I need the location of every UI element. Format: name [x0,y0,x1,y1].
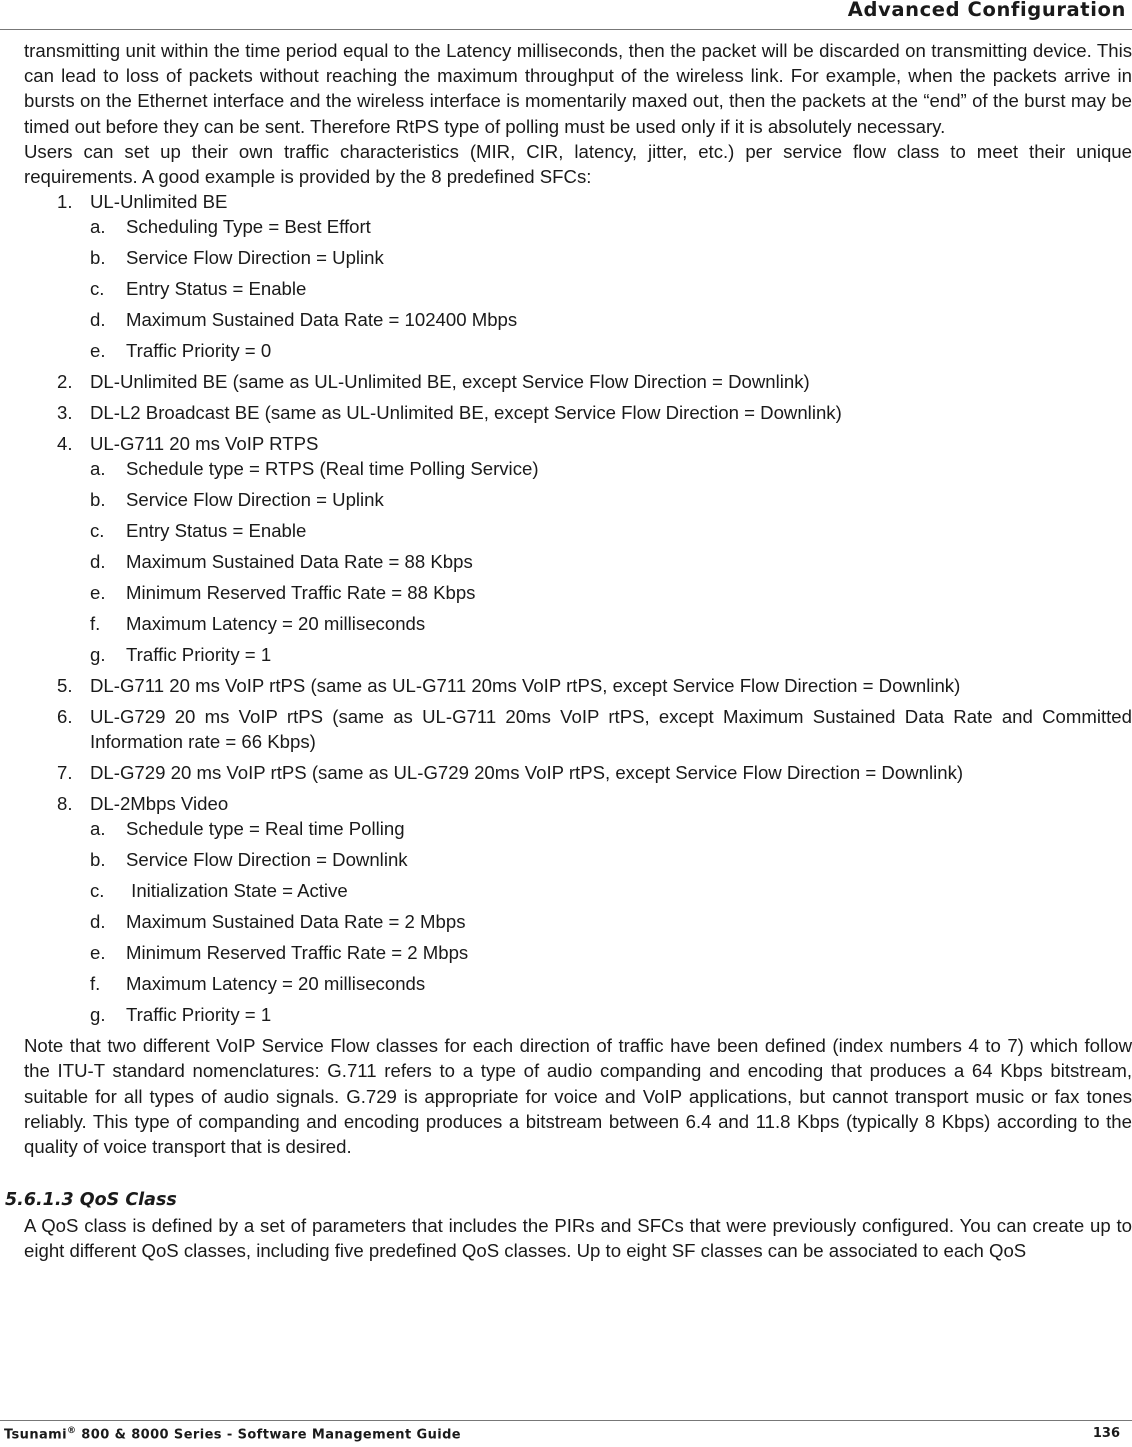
sublist-item [90,611,1132,636]
list-item-number: 4. [57,433,73,455]
sublist-item-letter: c. [90,880,105,902]
sublist-item-text: Maximum Latency = 20 milliseconds [126,613,426,635]
sublist-item-text: Service Flow Direction = Uplink [126,247,384,269]
list-item [24,704,1132,754]
list-item-number: 3. [57,402,73,424]
list-item [24,431,1132,667]
list-item-number: 7. [57,762,73,784]
sublist-item-letter: f. [90,973,101,995]
sublist-item [90,878,1132,903]
sublist-item-text: Traffic Priority = 1 [126,1004,272,1026]
sublist-item [90,909,1132,934]
list-item-number: 2. [57,371,73,393]
sublist [90,214,1132,363]
sublist-item-text: Maximum Sustained Data Rate = 2 Mbps [126,911,466,933]
sublist-item [90,940,1132,965]
list-item [24,673,1132,698]
list-item-text: DL-G729 20 ms VoIP rtPS (same as UL-G729 20ms VoIP rtPS, except Service Flow Direction = Downlink) [90,762,964,784]
page-content [5,38,1132,1264]
footer-product-name: Tsunami [4,1427,67,1443]
sublist-item-text: Traffic Priority = 1 [126,644,272,666]
paragraph-voip-note: Note that two different VoIP Service Flow classes for each direction of traffic have been defined (index numbers 4 to 7) which follow the ITU-T standard nomenclatures: G.711 refers to a type of audio companding and encoding that produces a 64 Kbps bitstream, suitable for all types of audio signals. G.729 is appropriate for voice and VoIP applications, but cannot transport music or fax tones reliably. This type of companding and encoding produces a bitstream between 6.4 and 11.8 Kbps (typically 8 Kbps) according to the quality of voice transport that is desired. [24,1035,1132,1158]
sublist-item-letter: e. [90,340,106,362]
sublist-item [90,307,1132,332]
list-item-number: 6. [57,706,73,728]
sublist-item-letter: c. [90,520,105,542]
footer-divider [0,1420,1132,1421]
sublist-item [90,642,1132,667]
sublist-item [90,518,1132,543]
list-item [24,369,1132,394]
sublist-item-letter: d. [90,309,106,331]
sublist-item-letter: g. [90,644,106,666]
list-item [24,189,1132,363]
sublist-item [90,338,1132,363]
sublist [90,456,1132,667]
sublist-item-text: Maximum Latency = 20 milliseconds [126,973,426,995]
sublist-item-text: Service Flow Direction = Downlink [126,849,408,871]
sublist-item-letter: a. [90,458,106,480]
sublist-item-text: Entry Status = Enable [126,278,307,300]
sublist-item-text: Schedule type = RTPS (Real time Polling Service) [126,458,539,480]
sublist-item-letter: d. [90,911,106,933]
sublist-item [90,214,1132,239]
paragraph-traffic-characteristics: Users can set up their own traffic characteristics (MIR, CIR, latency, jitter, etc.) per service flow class to meet their unique requirements. A good example is provided by the 8 predefined SFCs: [24,140,1132,188]
sublist-item-letter: g. [90,1004,106,1026]
sublist-item-text: Traffic Priority = 0 [126,340,272,362]
sublist-item-text: Minimum Reserved Traffic Rate = 88 Kbps [126,582,476,604]
list-item-text: UL-G729 20 ms VoIP rtPS (same as UL-G711 20ms VoIP rtPS, except Maximum Sustained Data Rate and Committed Information rate = 66 Kbps) [90,706,1132,753]
list-item-text: UL-Unlimited BE [90,191,228,213]
section-heading-qos-class: 5.6.1.3 QoS Class [5,1190,177,1211]
sublist-item-letter: d. [90,551,106,573]
list-item [24,760,1132,785]
paragraph-rtps-latency: transmitting unit within the time period equal to the Latency milliseconds, then the packet will be discarded on transmitting device. This can lead to loss of packets without reaching the maximum throughput of the wireless link. For example, when the packets arrive in bursts on the Ethernet interface and the wireless interface is momentarily maxed out, then the packets at the “end” of the burst may be timed out before they can be sent. Therefore RtPS type of polling must be used only if it is absolutely necessary. [24,40,1132,137]
sublist-item-text: Maximum Sustained Data Rate = 102400 Mbps [126,309,518,331]
sublist-item-text: Scheduling Type = Best Effort [126,216,371,238]
sublist-item-letter: b. [90,247,106,269]
sublist-item-letter: a. [90,216,106,238]
sublist-item-letter: c. [90,278,105,300]
list-item-text: DL-2Mbps Video [90,793,229,815]
sublist-item-text: Maximum Sustained Data Rate = 88 Kbps [126,551,473,573]
list-item-text: DL-L2 Broadcast BE (same as UL-Unlimited BE, except Service Flow Direction = Downlink) [90,402,842,424]
sublist-item [90,276,1132,301]
sublist-item-text: Minimum Reserved Traffic Rate = 2 Mbps [126,942,469,964]
list-item [24,400,1132,425]
sublist-item [90,456,1132,481]
sublist-item-letter: e. [90,582,106,604]
predefined-sfc-list [24,189,1132,1027]
page-number: 136 [1092,1426,1120,1441]
sublist-item-letter: b. [90,849,106,871]
list-item-number: 8. [57,793,73,815]
list-item-number: 1. [57,191,73,213]
sublist-item [90,847,1132,872]
sublist-item-letter: b. [90,489,106,511]
sublist-item [90,816,1132,841]
header-divider [0,29,1132,30]
list-item-text: DL-Unlimited BE (same as UL-Unlimited BE, except Service Flow Direction = Downlink) [90,371,810,393]
sublist-item [90,245,1132,270]
sublist [90,816,1132,1027]
sublist-item-text: Schedule type = Real time Polling [126,818,405,840]
sublist-item-text: Service Flow Direction = Uplink [126,489,384,511]
sublist-item [90,549,1132,574]
list-item-number: 5. [57,675,73,697]
sublist-item-text: Entry Status = Enable [126,520,307,542]
sublist-item [90,971,1132,996]
list-item-text: UL-G711 20 ms VoIP RTPS [90,433,319,455]
sublist-item [90,580,1132,605]
registered-trademark-mark: ® [66,1426,77,1436]
list-item-text: DL-G711 20 ms VoIP rtPS (same as UL-G711 20ms VoIP rtPS, except Service Flow Direction = Downlink) [90,675,961,697]
page-header-title: Advanced Configuration [847,0,1126,21]
sublist-item-letter: e. [90,942,106,964]
sublist-item [90,487,1132,512]
sublist-item-text: Initialization State = Active [126,880,348,902]
sublist-item-letter: a. [90,818,106,840]
footer-guide-title [4,1426,461,1442]
list-item [24,791,1132,1027]
sublist-item-letter: f. [90,613,101,635]
paragraph-qos-class: A QoS class is defined by a set of parameters that includes the PIRs and SFCs that were previously configured. You can create up to eight different QoS classes, including five predefined QoS classes. Up to eight SF classes can be associated to each QoS [24,1215,1132,1262]
sublist-item [90,1002,1132,1027]
footer-guide-name: 800 & 8000 Series - Software Management Guide [76,1427,462,1443]
